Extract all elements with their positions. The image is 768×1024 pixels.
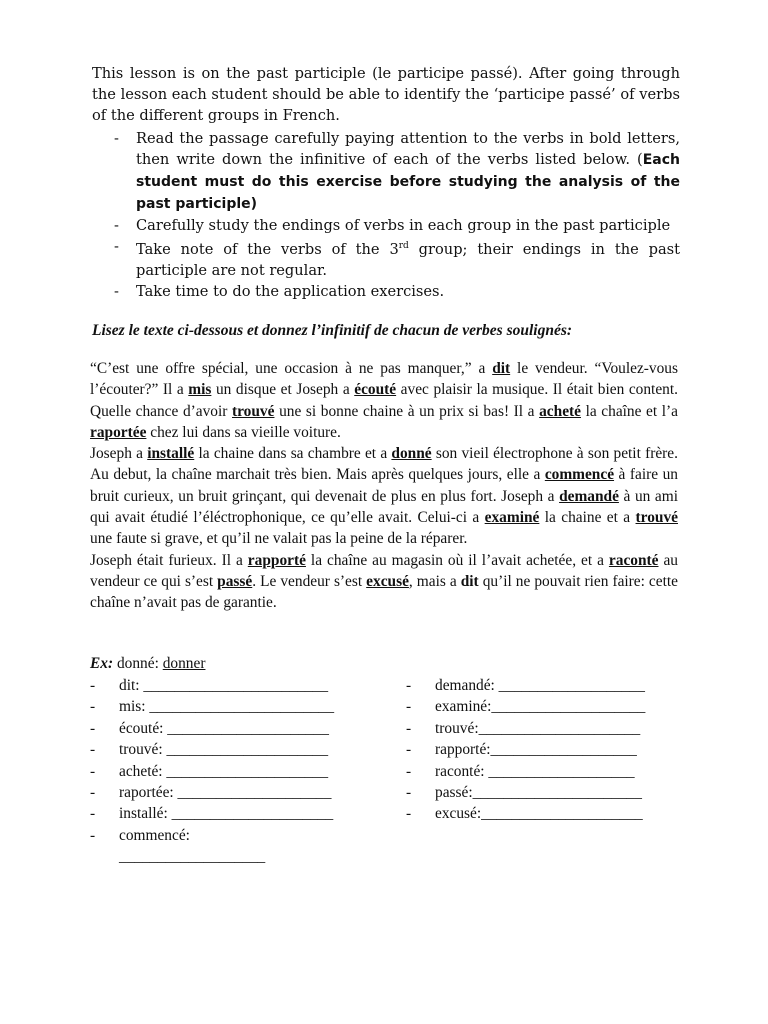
story-text [90,358,678,614]
exercise-item[interactable]: - passé:______________________ [406,782,645,803]
superscript: rd [398,241,409,251]
exercise-item[interactable]: - mis: ________________________ [90,696,334,717]
instruction-text: group; their endings in the past participle are not regular. [136,240,680,279]
underlined-verb: écouté [354,381,397,399]
underlined-verb: dit [492,360,511,377]
underlined-verb: acheté [539,402,581,420]
underlined-verb: excusé [366,572,409,590]
underlined-verb: installé [147,445,195,463]
instruction-item [92,236,680,281]
exercise-item[interactable]: - trouvé:_____________________ [406,718,645,739]
underlined-verb: raconté [608,551,659,569]
underlined-verb: trouvé [635,509,678,527]
exercise-item[interactable]: - installé: _____________________ [90,803,334,824]
underlined-verb: examiné [484,509,540,527]
story-paragraph: Joseph a installé la chaine dans sa chambre et a donné son vieil électrophone à son petit frère. Au debut, la chaîne marchait très bien. Mais après quelques jours, elle a commencé à faire un bruit curieux, un bruit grinçant, qui devenait de plus en plus fort. Joseph a demandé à un ami qui avait étudié l’éléctrophonique, ce qu’elle avait. Celui-ci a examiné la chaine et a trouvé une faute si grave, et qu’il ne valait pas la peine de la réparer. [90,445,679,548]
underlined-verb: commencé [544,466,615,484]
underlined-verb: demandé [559,487,619,505]
underlined-verb: donné [391,445,432,463]
exercise-blank-line[interactable]: ___________________ [119,848,266,866]
exercise-item[interactable]: - trouvé: _____________________ [90,739,334,760]
intro-paragraph: This lesson is on the past participle (le participe passé). After going through the lesson each student should be able to identify the ‘participe passé’ of verbs of the different groups in French. [92,65,680,124]
exercise-list-right [406,675,645,825]
exercise-item[interactable]: - acheté: _____________________ [90,761,334,782]
exercise-list-left [90,675,334,868]
exercise-item[interactable]: - raportée: ____________________ [90,782,334,803]
instruction-text: Read the passage carefully paying attention to the verbs in bold letters, then write down the infinitive of each of the verbs listed below. ( [136,130,680,168]
example-label: Ex: [90,655,114,672]
exercise-item[interactable]: - raconté: ___________________ [406,761,645,782]
story-paragraph: “C’est une offre spécial, une occasion à ne pas manquer,” a dit le vendeur. “Voulez-vous l’écouter?” Il a mis un disque et Joseph a écouté avec plaisir la musique. Il était bien content. Quelle chance d’avoir trouvé une si bonne chaine à un prix si bas! Il a acheté la chaîne et l’a raportée chez lui dans sa vieille voiture. [90,360,678,441]
instruction-item: - Take time to do the application exercises. [92,281,680,302]
exercise-instruction: Lisez le texte ci-dessous et donnez l’infinitif de chacun de verbes soulignés: [92,322,573,339]
example-line [90,653,205,674]
underlined-verb: raportée [90,423,147,441]
exercise-item[interactable]: - excusé:_____________________ [406,803,645,824]
exercise-item[interactable]: - examiné:____________________ [406,696,645,717]
exercise-item[interactable]: - dit: ________________________ [90,675,334,696]
instruction-list [92,128,680,302]
underlined-verb: passé [217,572,253,590]
underlined-verb: rapporté [247,551,306,569]
exercise-item[interactable]: - commencé: [90,825,334,846]
bold-verb: dit [460,572,479,590]
instruction-text: Take note of the verbs of the 3 [136,240,399,258]
underlined-verb: mis [188,381,212,399]
underlined-verb: trouvé [232,402,275,420]
example-verb: donné: [116,655,159,672]
instruction-item [92,128,680,215]
instruction-emphasis: Each student must do this exercise before studying the analysis of the past participle) [136,152,680,212]
exercise-item[interactable]: - écouté: _____________________ [90,718,334,739]
exercise-item[interactable]: - demandé: ___________________ [406,675,645,696]
story-paragraph: Joseph était furieux. Il a rapporté la chaîne au magasin où il l’avait achetée, et a raconté au vendeur ce qui s’est passé. Le vendeur s’est excusé, mais a dit qu’il ne pouvait rien faire: cette chaîne n’avait pas de garantie. [90,551,679,612]
example-answer: donner [162,655,206,672]
exercise-item[interactable]: - rapporté:___________________ [406,739,645,760]
instruction-item: - Carefully study the endings of verbs in each group in the past participle [92,215,680,236]
